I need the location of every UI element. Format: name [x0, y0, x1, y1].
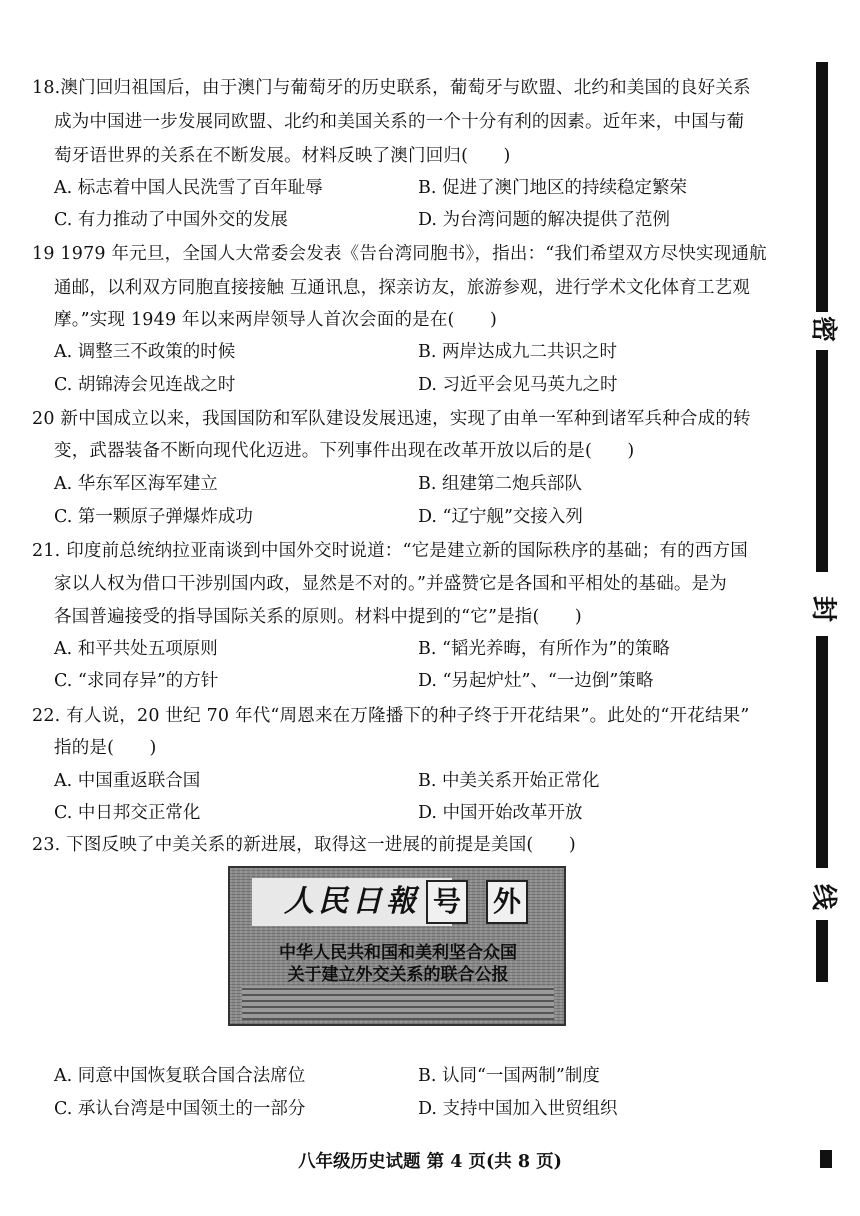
question-23-option-c[interactable]: C. 承认台湾是中国领土的一部分 [54, 1099, 306, 1119]
question-20-option-b[interactable]: B. 组建第二炮兵部队 [418, 474, 582, 494]
newspaper-extra-label-2: 外 [486, 880, 528, 924]
newspaper-headline-2: 关于建立外交关系的联合公报 [287, 965, 509, 985]
question-18-option-b[interactable]: B. 促进了澳门地区的持续稳定繁荣 [418, 178, 687, 198]
question-22-line-1: 22. 有人说，20 世纪 70 年代“周恩来在万隆播下的种子终于开花结果”。此处的“开花结果” [32, 706, 750, 726]
question-19-option-c[interactable]: C. 胡锦涛会见连战之时 [54, 375, 236, 395]
question-22-line-2: 指的是( ) [54, 738, 157, 758]
question-18-line-1: 18.澳门回归祖国后，由于澳门与葡萄牙的历史联系，葡萄牙与欧盟、北约和美国的良好关系 [32, 78, 751, 98]
question-22-option-b[interactable]: B. 中美关系开始正常化 [418, 771, 600, 791]
question-20-option-d[interactable]: D. “辽宁舰”交接入列 [418, 507, 583, 527]
question-18-line-3: 萄牙语世界的关系在不断发展。材料反映了澳门回归( ) [54, 146, 511, 166]
newspaper-image [228, 866, 566, 1026]
binding-line-segment-1 [816, 62, 828, 312]
newspaper-headline-1: 中华人民共和国和美利坚合众国 [279, 943, 517, 963]
question-21-option-c[interactable]: C. “求同存异”的方针 [54, 671, 219, 691]
question-19-line-2: 通邮，以利双方同胞直接接触 互通讯息，探亲访友，旅游参观，进行学术文化体育工艺观 [54, 278, 751, 298]
question-22-option-c[interactable]: C. 中日邦交正常化 [54, 803, 201, 823]
question-21-option-d[interactable]: D. “另起炉灶”、“一边倒”策略 [418, 671, 654, 691]
question-21-option-b[interactable]: B. “韬光养晦，有所作为”的策略 [418, 639, 670, 659]
binding-line-segment-2 [816, 350, 828, 572]
page-footer: 八年级历史试题 第 4 页(共 8 页) [298, 1152, 562, 1172]
question-18-option-c[interactable]: C. 有力推动了中国外交的发展 [54, 210, 288, 230]
question-21-option-a[interactable]: A. 和平共处五项原则 [54, 639, 218, 659]
question-19-option-d[interactable]: D. 习近平会见马英九之时 [418, 375, 618, 395]
question-20-option-a[interactable]: A. 华东军区海军建立 [54, 474, 218, 494]
binding-char-xian: 线 [808, 883, 838, 910]
binding-char-feng: 封 [808, 595, 838, 622]
question-20-line-2: 变，武器装备不断向现代化迈进。下列事件出现在改革开放以后的是( ) [54, 441, 635, 461]
question-21-line-3: 各国普遍接受的指导国际关系的原则。材料中提到的“它”是指( ) [54, 607, 582, 627]
binding-char-mi: 密 [808, 315, 838, 342]
question-23-line-1: 23. 下图反映了中美关系的新进展，取得这一进展的前提是美国( ) [32, 835, 576, 855]
question-21-line-2: 家以人权为借口干涉别国内政，显然是不对的。”并盛赞它是各国和平相处的基础。是为 [54, 574, 727, 594]
question-21-line-1: 21. 印度前总统纳拉亚南谈到中国外交时说道：“它是建立新的国际秩序的基础；有的西方国 [32, 541, 748, 561]
question-18-option-a[interactable]: A. 标志着中国人民洗雪了百年耻辱 [54, 178, 323, 198]
newspaper-masthead: 人民日報 [252, 878, 452, 926]
question-19-option-b[interactable]: B. 两岸达成九二共识之时 [418, 342, 617, 362]
question-23-option-b[interactable]: B. 认同“一国两制”制度 [418, 1066, 600, 1086]
question-19-line-3: 摩。”实现 1949 年以来两岸领导人首次会面的是在( ) [54, 310, 498, 330]
question-19-option-a[interactable]: A. 调整三不政策的时候 [54, 342, 236, 362]
question-20-line-1: 20 新中国成立以来，我国国防和军队建设发展迅速，实现了由单一军种到诸军兵种合成的转 [32, 409, 751, 429]
newspaper-body-text [242, 986, 554, 1020]
question-20-option-c[interactable]: C. 第一颗原子弹爆炸成功 [54, 507, 253, 527]
question-22-option-d[interactable]: D. 中国开始改革开放 [418, 803, 583, 823]
question-23-option-a[interactable]: A. 同意中国恢复联合国合法席位 [54, 1066, 306, 1086]
question-22-option-a[interactable]: A. 中国重返联合国 [54, 771, 201, 791]
question-18-option-d[interactable]: D. 为台湾问题的解决提供了范例 [418, 210, 671, 230]
binding-line-segment-3 [816, 636, 828, 868]
question-19-line-1: 19 1979 年元旦，全国人大常委会发表《告台湾同胞书》，指出：“我们希望双方尽快实现通航 [32, 244, 767, 264]
question-18-line-2: 成为中国进一步发展同欧盟、北约和美国关系的一个十分有利的因素。近年来，中国与葡 [54, 112, 745, 132]
question-23-option-d[interactable]: D. 支持中国加入世贸组织 [418, 1099, 618, 1119]
binding-line-segment-4 [816, 920, 828, 982]
newspaper-extra-label-1: 号 [426, 880, 468, 924]
